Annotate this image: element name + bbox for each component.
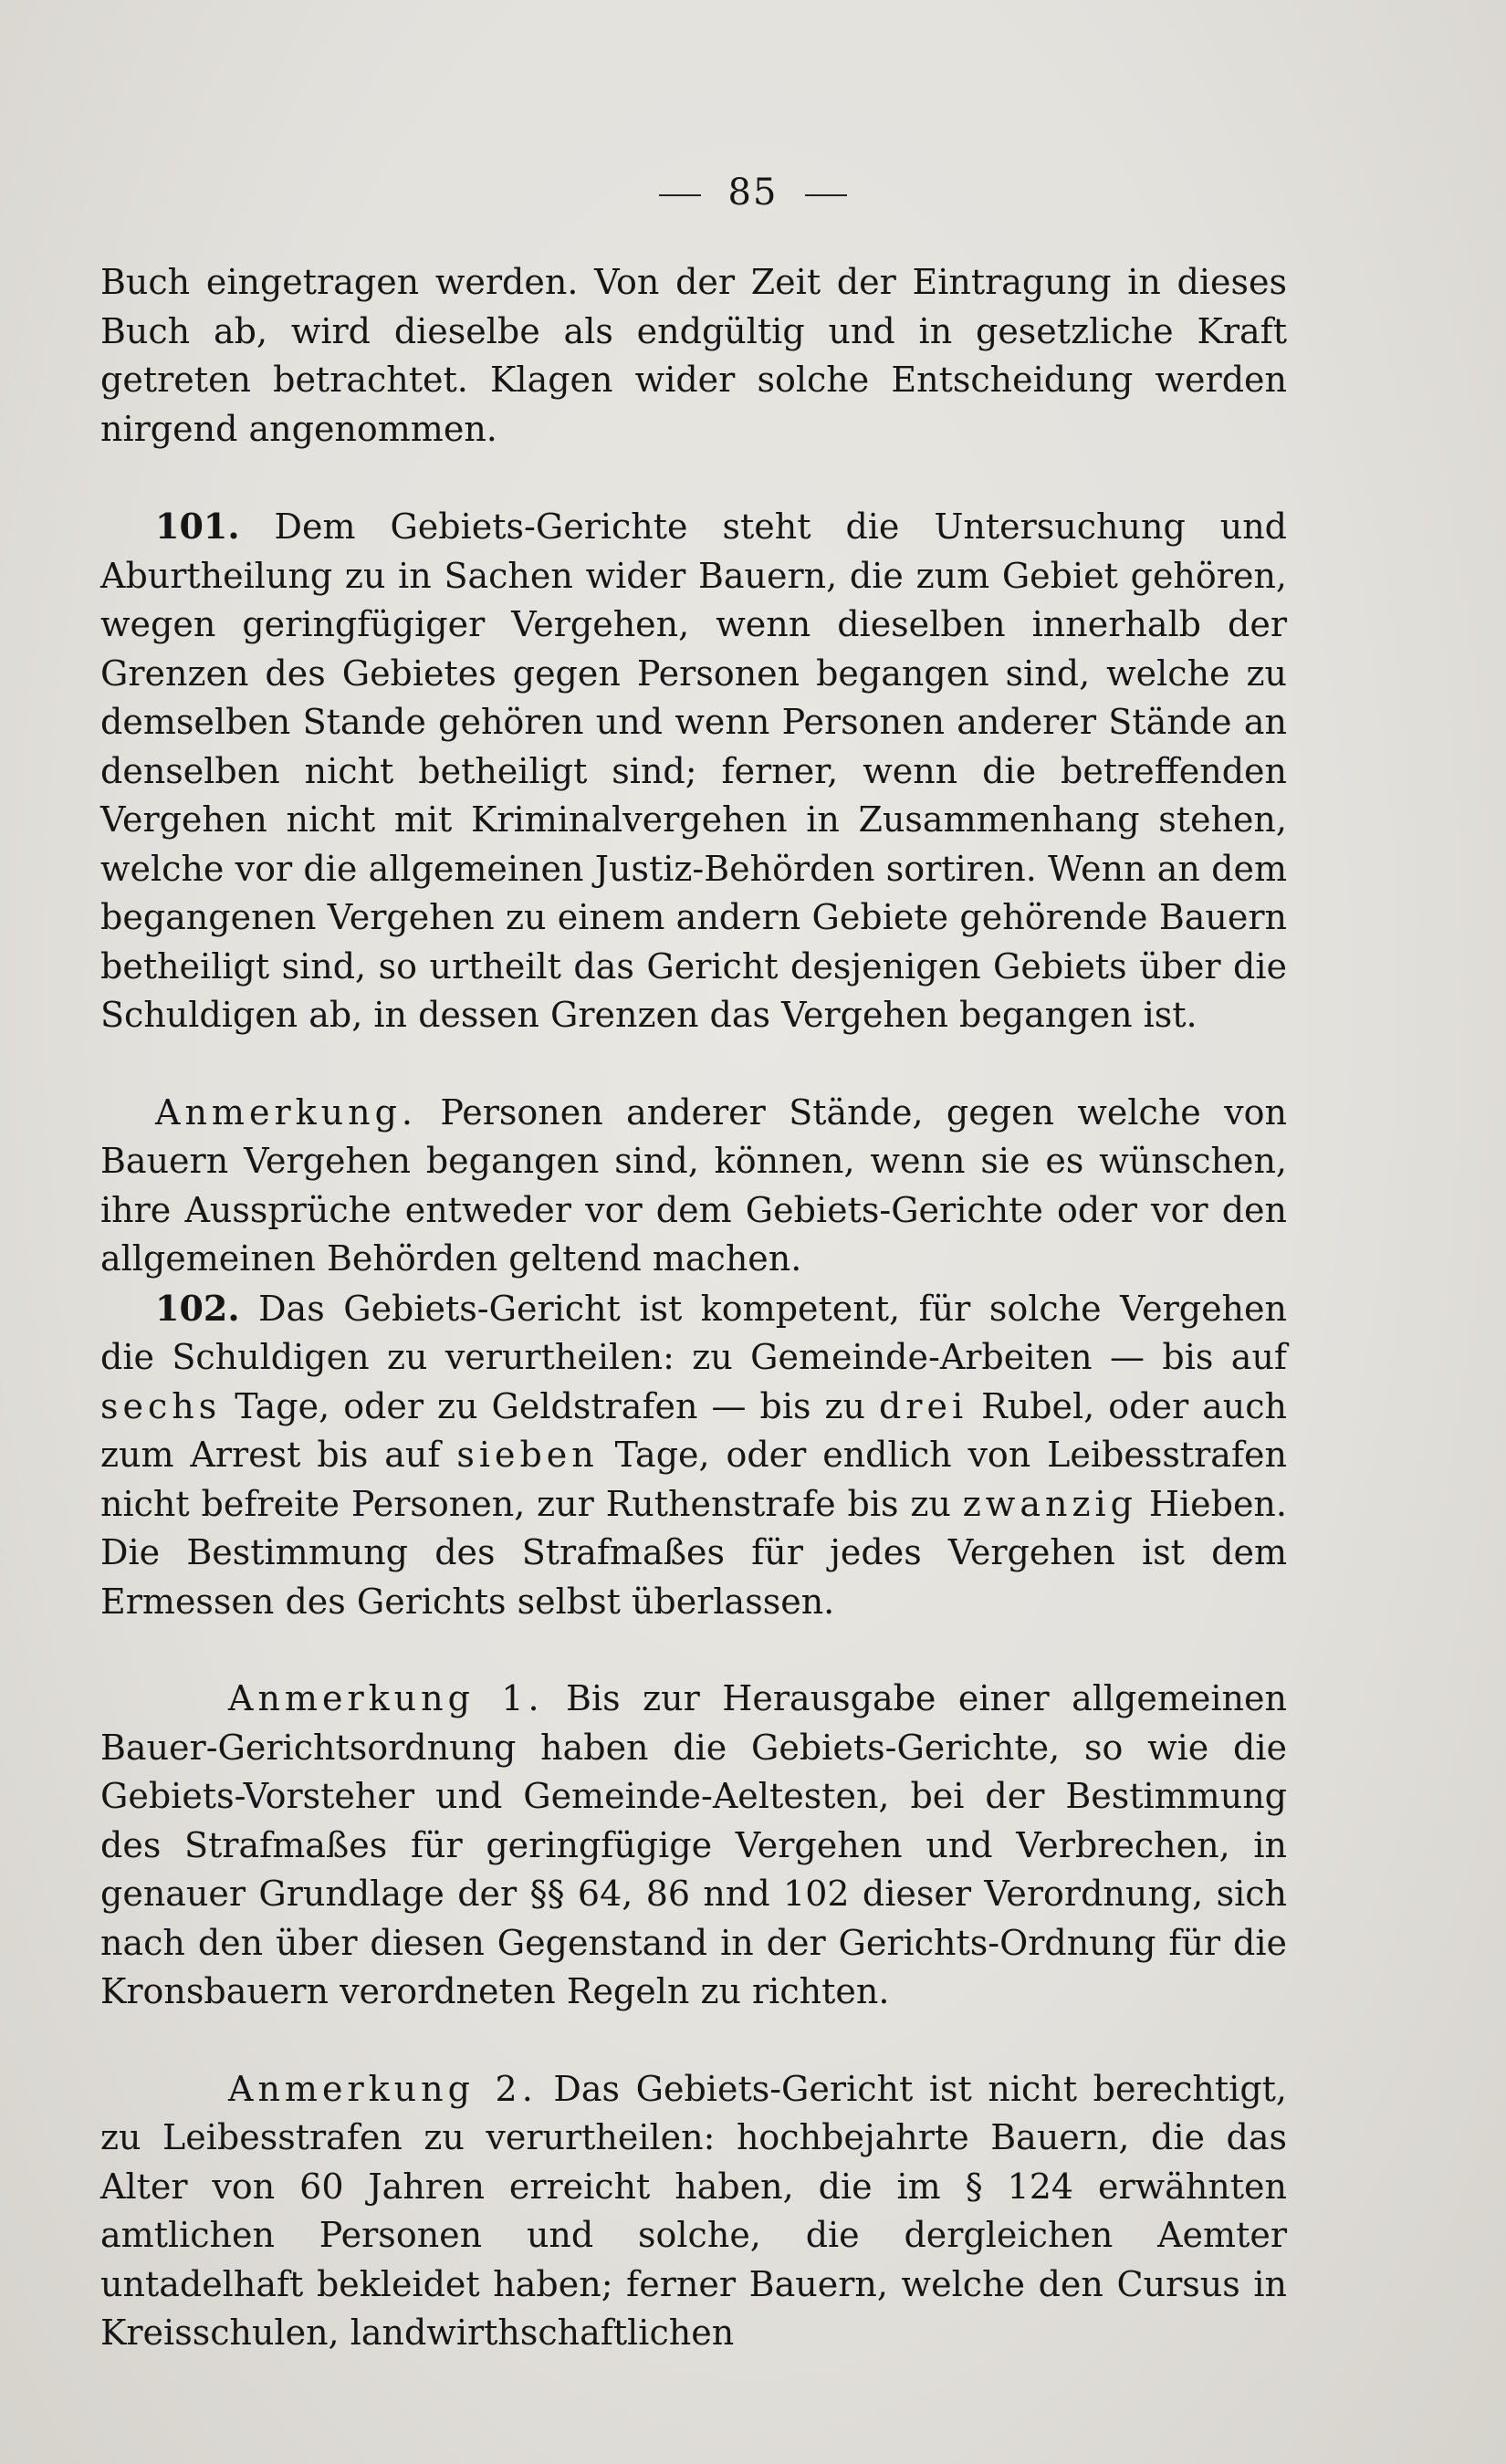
- section-102-drei: drei: [878, 1385, 968, 1426]
- note-101: [100, 1089, 1287, 1284]
- dash-right: [805, 194, 847, 196]
- section-102: [100, 1284, 1287, 1627]
- note-101-label: Anmerkung.: [155, 1091, 417, 1133]
- note-102-2-text: Das Gebiets-Gericht ist nicht berechtigt, zu Leibesstrafen zu verurtheilen: hochbejahrte Bauern, die das Alter von 60 Jahren erreicht haben, die im § 124 erwähnten amtlichen Personen und solche, die dergleichen Aemter untadelhaft bekleidet haben; ferner Bauern, welche den Cursus in Kreisschulen, landwirthschaftlichen: [100, 2068, 1287, 2353]
- note-101-text: Personen anderer Stände, gegen welche von Bauern Vergehen begangen sind, können, wenn sie es wünschen, ihre Aussprüche entweder vor dem Gebiets-Gerichte oder vor den allgemeinen Behörden geltend machen.: [100, 1091, 1287, 1279]
- page-body: [100, 258, 1287, 2358]
- section-number-101: 101.: [155, 506, 240, 547]
- section-102-sieben: sieben: [456, 1435, 599, 1475]
- section-102-text-c: Rubel, oder auch zum Arrest bis auf: [100, 1385, 1288, 1475]
- section-102-text-d: Tage, oder endlich von Leibesstrafen nicht befreite Personen, zur Ruthenstrafe bis zu: [100, 1435, 1287, 1524]
- page-number-text: 85: [727, 172, 779, 214]
- page-number: [0, 172, 1506, 214]
- note-102-2-label: Anmerkung 2.: [228, 2068, 538, 2109]
- section-102-text-e: Hieben. Die Bestimmung des Strafmaßes für jedes Vergehen ist dem Ermessen des Gerichts selbst überlassen.: [100, 1483, 1287, 1622]
- note-102-1: [100, 1675, 1287, 2017]
- section-102-sechs: sechs: [100, 1385, 222, 1426]
- section-number-102: 102.: [155, 1287, 240, 1329]
- dash-left: [659, 194, 701, 196]
- paragraph-continuation: Buch eingetragen werden. Von der Zeit der Eintragung in dieses Buch ab, wird dieselbe als endgültig und in gesetzliche Kraft getreten betrachtet. Klagen wider solche Entscheidung werden nirgend angenommen.: [100, 262, 1287, 449]
- note-102-2: [100, 2065, 1287, 2358]
- section-102-text-b: Tage, oder zu Geldstrafen — bis zu: [221, 1385, 879, 1426]
- section-102-text-a: Das Gebiets-Gericht ist kompetent, für solche Vergehen die Schuldigen zu verurtheilen: zu Gemeinde-Arbeiten — bis auf: [100, 1288, 1287, 1377]
- section-101-text: Dem Gebiets-Gerichte steht die Untersuchung und Aburtheilung zu in Sachen wider Bauern, die zum Gebiet gehören, wegen geringfügiger Vergehen, wenn dieselben innerhalb der Grenzen des Gebietes gegen Personen begangen sind, welche zu demselben Stande gehören und wenn Personen anderer Stände an denselben nicht betheiligt sind; ferner, wenn die betreffenden Vergehen nicht mit Kriminalvergehen in Zusammenhang stehen, welche vor die allgemeinen Justiz-Behörden sortiren. Wenn an dem begangenen Vergehen zu einem andern Gebiete gehörende Bauern betheiligt sind, so urtheilt das Gericht desjenigen Gebiets über die Schuldigen ab, in dessen Grenzen das Vergehen begangen ist.: [100, 506, 1287, 1035]
- section-101: [100, 502, 1287, 1040]
- section-102-zwanzig: zwanzig: [962, 1483, 1137, 1524]
- note-102-1-label: Anmerkung 1.: [228, 1678, 544, 1718]
- note-102-1-text: Bis zur Herausgabe einer allgemeinen Bauer-Gerichtsordnung haben die Gebiets-Gerichte, so wie die Gebiets-Vorsteher und Gemeinde-Aeltesten, bei der Bestimmung des Strafmaßes für geringfügige Vergehen und Verbrechen, in genauer Grundlage der §§ 64, 86 nnd 102 dieser Verordnung, sich nach den über diesen Gegenstand in der Gerichts-Ordnung für die Kronsbauern verordneten Regeln zu richten.: [100, 1678, 1287, 2011]
